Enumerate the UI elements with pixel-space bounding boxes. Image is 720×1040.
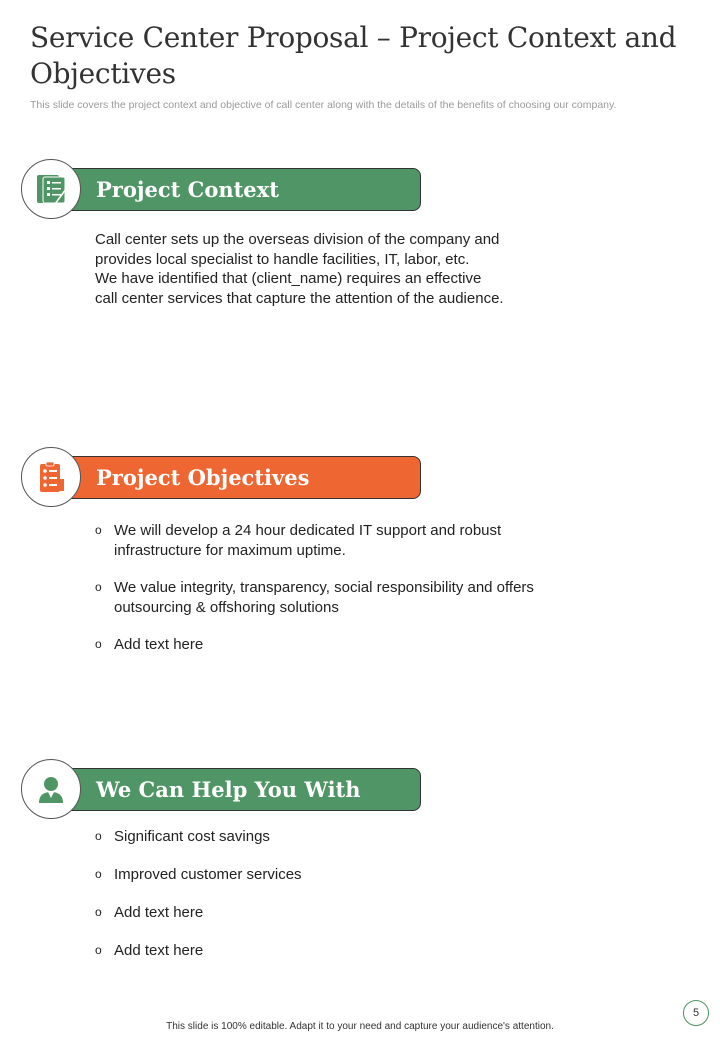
page-title: Service Center Proposal – Project Context and Objectives	[30, 21, 677, 90]
checklist-icon	[34, 459, 68, 495]
list-item	[95, 635, 585, 655]
list-item	[95, 865, 585, 885]
footer-note: This slide is 100% editable. Adapt it to your need and capture your audience's attention.	[166, 1021, 554, 1032]
project-context-line-1: Call center sets up the overseas division of the company and provides local specialist to handle facilities, IT, labor, etc.	[95, 231, 500, 268]
project-context-icon-circle	[21, 159, 81, 219]
user-icon	[35, 773, 67, 805]
help-title: We Can Help You With	[96, 777, 361, 802]
bullet-marker: o	[95, 867, 102, 881]
list-item-text: We value integrity, transparency, social responsibility and offers outsourcing & offshoring solutions	[114, 579, 534, 616]
help-list	[95, 827, 585, 961]
document-list-icon	[33, 171, 69, 207]
bullet-marker: o	[95, 905, 102, 919]
page-subtitle: This slide covers the project context and objective of call center along with the details of the benefits of choosing our company.	[30, 99, 617, 111]
list-item-text: Significant cost savings	[114, 828, 270, 845]
project-objectives-banner	[55, 456, 421, 499]
help-icon-circle	[21, 759, 81, 819]
help-banner	[55, 768, 421, 811]
project-context-title: Project Context	[96, 177, 279, 202]
list-item-text: Add text here	[114, 636, 204, 653]
list-item	[95, 941, 585, 961]
list-item	[95, 578, 585, 617]
bullet-marker: o	[95, 637, 102, 651]
page-number: 5	[683, 1000, 709, 1026]
bullet-marker: o	[95, 523, 102, 537]
list-item	[95, 903, 585, 923]
project-objectives-icon-circle	[21, 447, 81, 507]
list-item-text: Add text here	[114, 904, 204, 921]
list-item	[95, 827, 585, 847]
bullet-marker: o	[95, 829, 102, 843]
project-context-text	[95, 230, 505, 308]
list-item-text: Add text here	[114, 942, 204, 959]
project-context-line-2: We have identified that (client_name) requires an effective call center services that capture the attention of the audience.	[95, 270, 504, 307]
list-item-text: Improved customer services	[114, 866, 302, 883]
project-context-banner	[55, 168, 421, 211]
bullet-marker: o	[95, 580, 102, 594]
project-objectives-title: Project Objectives	[96, 465, 310, 490]
bullet-marker: o	[95, 943, 102, 957]
project-objectives-list	[95, 521, 585, 655]
list-item	[95, 521, 585, 560]
list-item-text: We will develop a 24 hour dedicated IT support and robust infrastructure for maximum uptime.	[114, 522, 502, 559]
